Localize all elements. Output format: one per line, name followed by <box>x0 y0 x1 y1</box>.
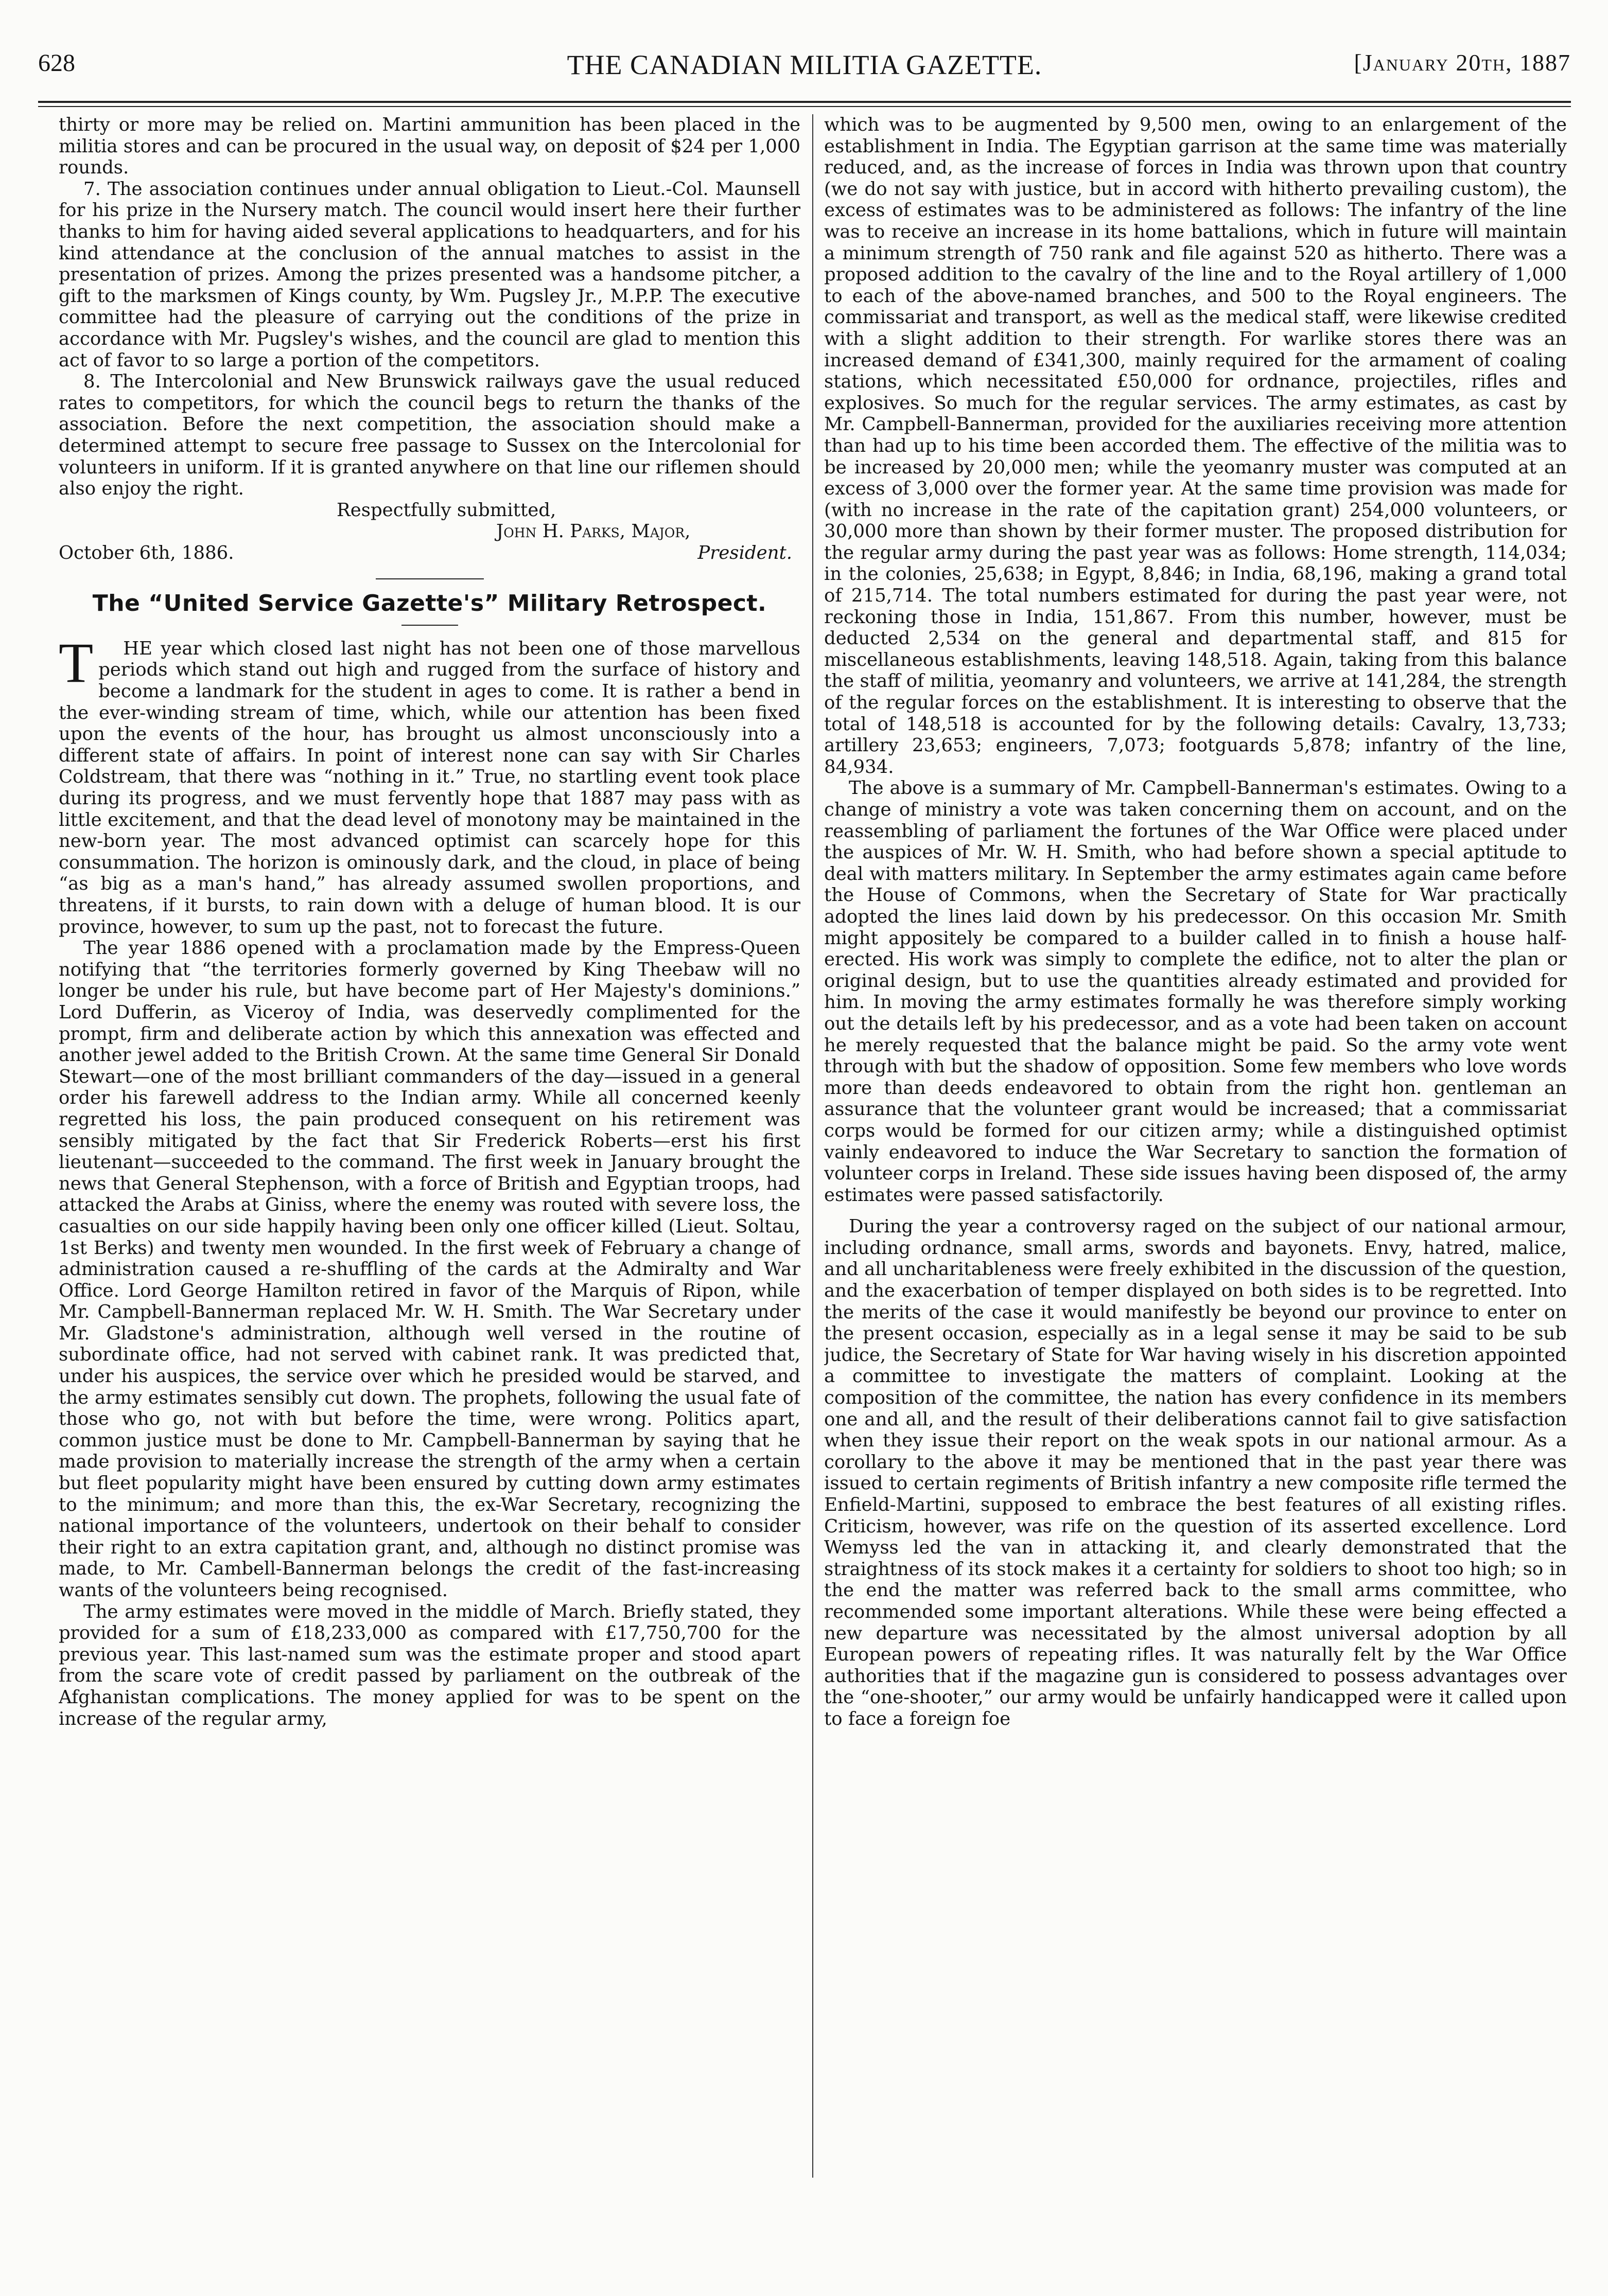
signature-block <box>59 500 800 564</box>
signature-name: John H. Parks, Major, <box>496 521 691 542</box>
signature-submitted: Respectfully submitted, <box>337 499 556 521</box>
signature-date: October 6th, 1886. <box>59 542 234 563</box>
paragraph: The army estimates were moved in the middle of March. Briefly stated, they provided for a sum of £18,233,000 as compared with £17,750,700 for the previous year. This last-named sum was the estimate proper and stood apart from the scare vote of credit passed by parliament on the outbreak of the Afghanistan complications. The money applied for was to be spent on the increase of the regular army, <box>59 1601 800 1729</box>
paragraph-text: HE year which closed last night has not been one of those marvellous periods which stand out high and rugged from the surface of history and become a landmark for the student in ages to come. It is rather a bend in the ever-winding stream of time, which, while our attention has been fixed upon the events of the hour, has brought us almost unconsciously into a different state of affairs. In point of interest none can say with Sir Charles Coldstream, that there was “nothing in it.” True, no startling event took place during its progress, and we must fervently hope that 1887 may pass with as little excitement, and that the dead level of monotony may be maintained in the new-born year. The most advanced optimist can scarcely hope for this consummation. The horizon is ominously dark, and the cloud, in place of being “as big as a man's hand,” has already assumed swollen proportions, and threatens, if it bursts, to rain down with a deluge of human blood. It is our province, however, to sum up the past, not to forecast the future. <box>59 638 800 938</box>
drop-cap: T <box>59 631 94 694</box>
header-rule <box>38 101 1571 103</box>
left-column <box>59 114 800 2193</box>
issue-date: [January 20th, 1887 <box>1354 49 1571 76</box>
paragraph: which was to be augmented by 9,500 men, owing to an enlargement of the establishment in India. The Egyptian garrison at the same time was materially reduced, and, as the increase of forces in India was thrown upon that country (we do not say with justice, but in accord with hitherto prevailing custom), the excess of estimates was to be administered as follows: The infantry of the line was to receive an increase in its home battalions, which in future will maintain a minimum strength of 750 rank and file against 520 as hitherto. There was a proposed addition to the cavalry of the line and to the Royal artillery of 1,000 to each of the above-named branches, and 500 to the Royal engineers. The commissariat and transport, as well as the medical staff, were likewise credited with a slight addition to their strength. For warlike stores there was an increased demand of £341,300, mainly required for the armament of coaling stations, which necessitated £50,000 for ordnance, projectiles, rifles and explosives. So much for the regular services. The army estimates, as cast by Mr. Campbell-Bannerman, provided for the auxiliaries receiving more attention than had up to his time been accorded them. The effective of the militia was to be increased by 20,000 men; while the yeomanry muster was computed at an excess of 3,000 over the former year. At the same time provision was made for (with no increase in the rate of the capitation grant) 254,000 volunteers, or 30,000 more than shown by their former muster. The proposed distribution for the regular army during the past year was as follows: Home strength, 114,034; in the colonies, 25,638; in Egypt, 8,846; in India, 68,196, making a grand total of 215,714. The total numbers estimated for during the past year were, not reckoning those in India, 151,867. From this number, however, must be deducted 2,534 on the general and departmental staff, and 815 for miscellaneous establishments, leaving 148,518. Again, taking from this balance the staff of militia, yeomanry and volunteers, we arrive at 141,284, the strength of the regular forces on the establishment. It is interesting to observe that the total of 148,518 is accounted for by the following details: Cavalry, 13,733; artillery 23,653; engineers, 7,073; footguards 5,878; infantry of the line, 84,934. <box>824 114 1567 778</box>
paragraph: thirty or more may be relied on. Martini ammunition has been placed in the militia stores and can be procured in the usual way, on deposit of $24 per 1,000 rounds. <box>59 114 800 179</box>
article-first-paragraph <box>59 631 800 938</box>
header-rule-thin <box>38 106 1571 107</box>
paragraph: The above is a summary of Mr. Campbell-Bannerman's estimates. Owing to a change of ministry a vote was taken concerning them on account, and on the reassembling of parliament the fortunes of the War Office were placed under the auspices of Mr. W. H. Smith, who had before shown a special aptitude to deal with matters military. In September the army estimates again came before the House of Commons, when the Secretary of State for War practically adopted the lines laid down by his predecessor. On this occasion Mr. Smith might appositely be compared to a builder called in to finish a house half-erected. His work was simply to complete the edifice, not to alter the plan or original design, but to use the quantities already estimated and provided for him. In moving the army estimates formally he was therefore simply working out the details left by his predecessor, and as a vote had been taken on account he merely requested that the balance might be paid. So the army vote went through with but the shadow of opposition. Some few members who love words more than deeds endeavored to obtain from the right hon. gentleman an assurance that the volunteer grant would be increased; that a commissariat corps would be formed for our citizen army; while a distinguished optimist vainly endeavored to induce the War Secretary to sanction the formation of volunteer corps in Ireland. These side issues having been disposed of, the army estimates were passed satisfactorily. <box>824 778 1567 1206</box>
publication-title: THE CANADIAN MILITIA GAZETTE. <box>567 49 1042 80</box>
signature-title: President. <box>697 542 792 563</box>
paragraph: The year 1886 opened with a proclamation made by the Empress-Queen notifying that “the territories formerly governed by King Theebaw will no longer be under his rule, but have become part of Her Majesty's dominions.” Lord Dufferin, as Viceroy of India, was deservedly complimented for the prompt, firm and deliberate action by which this annexation was effected and another jewel added to the British Crown. At the same time General Sir Donald Stewart—one of the most brilliant commanders of the day—issued in a general order his farewell address to the Indian army. While all concerned keenly regretted his loss, the pain produced consequent on his retirement was sensibly mitigated by the fact that Sir Frederick Roberts—erst his first lieutenant—succeeded to the command. The first week in January brought the news that General Stephenson, with a force of British and Egyptian troops, had attacked the Arabs at Giniss, where the enemy was routed with severe loss, the casualties on our side happily having been only one officer killed (Lieut. Soltau, 1st Berks) and twenty men wounded. In the first week of February a change of administration caused a re-shuffling of the cards at the Admiralty and War Office. Lord George Hamilton retired in favor of the Marquis of Ripon, while Mr. Campbell-Bannerman replaced Mr. W. H. Smith. The War Secretary under Mr. Gladstone's administration, although well versed in the routine of subordinate office, had not served with cabinet rank. It was predicted that, under his auspices, the service over which he presided would be starved, and the army estimates sensibly cut down. The prophets, following the usual fate of those who go, not with but before the time, were wrong. Politics apart, common justice must be done to Mr. Campbell-Bannerman by saying that he made provision to materially increase the strength of the army when a certain but fleet popularity might have been ensured by cutting down army estimates to the minimum; and more than this, the ex-War Secretary, recognizing the national importance of the volunteers, undertook on their behalf to consider their right to an extra capitation grant, and, although no distinct promise was made, to Mr. Cambell-Bannerman belongs the credit of the fast-increasing wants of the volunteers being recognised. <box>59 938 800 1601</box>
paragraph: 7. The association continues under annual obligation to Lieut.-Col. Maunsell for his prize in the Nursery match. The council would insert here their further thanks to him for having aided several applications to headquarters, and for his kind attendance at the conclusion of the annual matches to assist in the presentation of prizes. Among the prizes presented was a handsome pitcher, a gift to the marksmen of Kings county, by Wm. Pugsley Jr., M.P.P. The executive committee had the pleasure of carrying out the conditions of the prize in accordance with Mr. Pugsley's wishes, and the council are glad to mention this act of favor to so large a portion of the competitors. <box>59 178 800 371</box>
article-heading: The “United Service Gazette's” Military Retrospect. <box>92 590 767 616</box>
paragraph: 8. The Intercolonial and New Brunswick railways gave the usual reduced rates to competitors, for which the council begs to return the thanks of the association. Before the next competition, the association should make a determined attempt to secure free passage to Sussex on the Intercolonial for volunteers in uniform. If it is granted anywhere on that line our riflemen should also enjoy the right. <box>59 371 800 500</box>
page-header <box>38 49 1571 95</box>
column-rule <box>812 114 813 2178</box>
section-divider <box>376 578 484 579</box>
heading-divider <box>401 625 458 626</box>
paragraph: During the year a controversy raged on the subject of our national armour, including ordnance, small arms, swords and bayonets. Envy, hatred, malice, and all uncharitableness were freely exhibited in the discussion of the question, and the exacerbation of temper displayed on both sides is to be regretted. Into the merits of the case it would manifestly be beyond our province to enter on the present occasion, especially as in a legal sense it may be said to be sub judice, the Secretary of State for War having wisely in his discretion appointed a committee to investigate the matters of complaint. Looking at the composition of the committee, the nation has every confidence in its members one and all, and the result of their deliberations cannot fail to give satisfaction when they issue their report on the weak spots in our national armour. As a corollary to the above it may be mentioned that in the past year there was issued to certain regiments of British infantry a new composite rifle termed the Enfield-Martini, supposed to embrace the best features of all existing rifles. Criticism, however, was rife on the question of its asserted excellence. Lord Wemyss led the van in attacking it, and clearly demonstrated that the straightness of its stock makes it a certainty for soldiers to shoot too high; so in the end the matter was referred back to the small arms committee, who recommended some important alterations. While these were being effected a new departure was necessitated by the almost universal adoption by all European powers of repeating rifles. It was naturally felt by the War Office authorities that if the magazine gun is considered to possess advantages over the “one-shooter,” our army would be unfairly handicapped were it called upon to face a foreign foe <box>824 1216 1567 1729</box>
right-column <box>824 114 1567 2193</box>
page-number: 628 <box>38 49 75 77</box>
